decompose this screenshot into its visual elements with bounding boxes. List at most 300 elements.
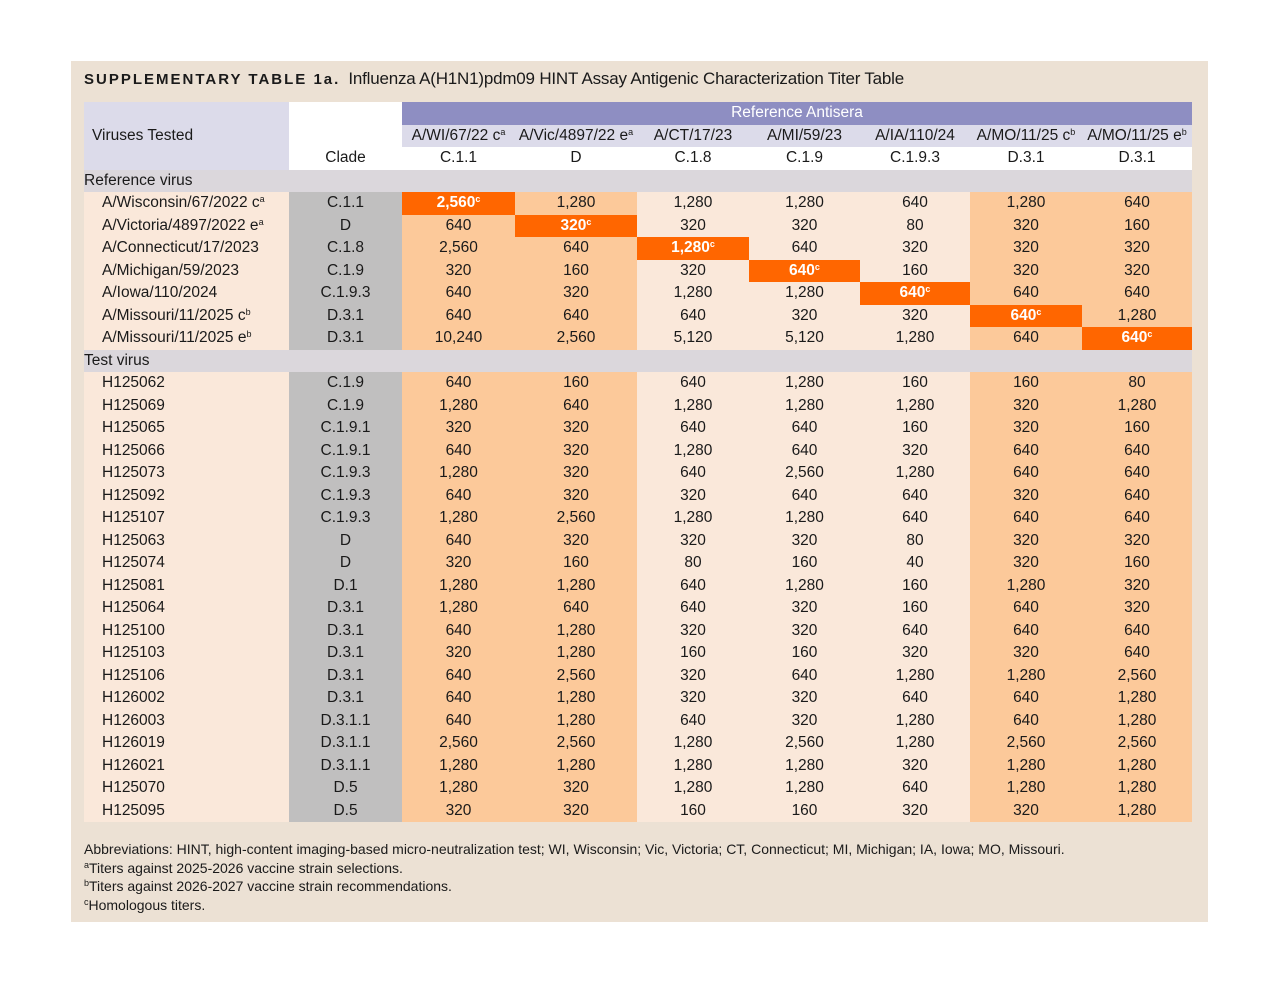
titer-cell: 640 — [402, 665, 515, 688]
titer-cell: 1,280 — [402, 777, 515, 800]
titer-cell: 640 — [637, 372, 749, 395]
titer-cell: 320 — [1082, 575, 1192, 598]
titer-cell: 2,560 — [970, 732, 1082, 755]
titer-cell: 320 — [515, 282, 637, 305]
titer-cell: 320 — [749, 687, 860, 710]
titer-cell: 40 — [860, 552, 970, 575]
table-row — [84, 485, 1192, 508]
titer-cell: 160 — [515, 372, 637, 395]
titer-cell: 640 — [515, 237, 637, 260]
titer-cell: 320 — [1082, 530, 1192, 553]
virus-name: H126003 — [84, 710, 289, 733]
table-row — [84, 777, 1192, 800]
titer-cell: 640 — [970, 597, 1082, 620]
titer-cell: 1,280 — [402, 755, 515, 778]
virus-name: H125074 — [84, 552, 289, 575]
titer-cell: 320 — [860, 305, 970, 328]
virus-name: H125064 — [84, 597, 289, 620]
titer-cell: 320 — [970, 237, 1082, 260]
titer-cell: 1,280 — [1082, 305, 1192, 328]
titer-cell: 1,280 — [637, 732, 749, 755]
titer-cell: 640 — [1082, 485, 1192, 508]
titer-cell: 640 — [1082, 620, 1192, 643]
titer-cell: 320 — [637, 260, 749, 283]
titer-cell: 640 — [637, 462, 749, 485]
virus-clade: D.3.1 — [289, 620, 402, 643]
titer-cell: 320 — [970, 215, 1082, 238]
titer-cell: 2,560 — [515, 327, 637, 350]
table-row — [84, 305, 1192, 328]
footnote-a: $^a$Titers against 2025-2026 vaccine strain selections. — [84, 859, 403, 876]
table-row — [84, 710, 1192, 733]
table-row — [84, 282, 1192, 305]
homologous-titer-cell: 640$^c$ — [749, 260, 860, 283]
titer-cell: 640 — [749, 237, 860, 260]
virus-clade: D.5 — [289, 800, 402, 823]
table-title — [84, 69, 904, 89]
virus-clade: D.3.1 — [289, 642, 402, 665]
titer-cell: 640 — [860, 687, 970, 710]
titer-cell: 320 — [749, 530, 860, 553]
virus-name: H126021 — [84, 755, 289, 778]
titer-cell: 1,280 — [749, 507, 860, 530]
titer-cell: 320 — [749, 620, 860, 643]
titer-cell: 320 — [402, 417, 515, 440]
titer-cell: 160 — [860, 372, 970, 395]
titer-cell: 1,280 — [1082, 800, 1192, 823]
virus-name: H125100 — [84, 620, 289, 643]
section-row — [84, 170, 1192, 193]
titer-cell: 640 — [970, 710, 1082, 733]
titer-cell: 160 — [860, 417, 970, 440]
titer-cell: 1,280 — [515, 755, 637, 778]
titer-cell: 640 — [749, 665, 860, 688]
titer-cell: 640 — [1082, 192, 1192, 215]
footnote-c: $^c$Homologous titers. — [84, 896, 206, 913]
titer-cell: 1,280 — [860, 395, 970, 418]
titer-cell: 2,560 — [749, 462, 860, 485]
virus-clade: D — [289, 552, 402, 575]
virus-clade: C.1.8 — [289, 237, 402, 260]
virus-clade: C.1.9 — [289, 395, 402, 418]
titer-cell: 2,560 — [402, 237, 515, 260]
titer-cell: 320 — [749, 305, 860, 328]
virus-clade: D — [289, 530, 402, 553]
titer-cell: 1,280 — [970, 755, 1082, 778]
virus-clade: C.1.9 — [289, 260, 402, 283]
titer-cell: 320 — [402, 552, 515, 575]
table-row — [84, 507, 1192, 530]
titer-cell: 640 — [402, 620, 515, 643]
virus-name: A/Victoria/4897/2022 $e^a$ — [84, 215, 289, 238]
titer-cell: 320 — [637, 665, 749, 688]
titer-cell: 160 — [860, 575, 970, 598]
titer-cell: 320 — [970, 552, 1082, 575]
virus-clade: D.3.1.1 — [289, 732, 402, 755]
titer-cell: 640 — [402, 687, 515, 710]
antiserum-name-5: A/IA/110/24 — [860, 125, 970, 148]
antiserum-clade-7: D.3.1 — [1082, 147, 1192, 170]
table-title-label: SUPPLEMENTARY TABLE 1a. — [84, 71, 341, 88]
virus-name: A/Michigan/59/2023 — [84, 260, 289, 283]
virus-clade: C.1.9.3 — [289, 485, 402, 508]
virus-name: H125070 — [84, 777, 289, 800]
table-panel — [71, 61, 1208, 922]
virus-clade: D.3.1 — [289, 665, 402, 688]
titer-cell: 1,280 — [1082, 395, 1192, 418]
virus-clade: C.1.1 — [289, 192, 402, 215]
titer-cell: 1,280 — [970, 777, 1082, 800]
titer-cell: 160 — [1082, 215, 1192, 238]
titer-cell: 320 — [637, 215, 749, 238]
titer-cell: 160 — [749, 800, 860, 823]
titer-cell: 1,280 — [637, 777, 749, 800]
titer-cell: 640 — [970, 507, 1082, 530]
titer-cell: 640 — [637, 575, 749, 598]
titer-cell: 1,280 — [637, 440, 749, 463]
titer-cell: 1,280 — [515, 192, 637, 215]
homologous-titer-cell: 640$^c$ — [860, 282, 970, 305]
titer-cell: 1,280 — [749, 372, 860, 395]
titer-cell: 320 — [637, 530, 749, 553]
titer-cell: 640 — [970, 282, 1082, 305]
titer-cell: 1,280 — [515, 687, 637, 710]
table-row — [84, 575, 1192, 598]
virus-name: A/Missouri/11/2025 $c^b$ — [84, 305, 289, 328]
titer-cell: 320 — [515, 530, 637, 553]
titer-cell: 320 — [637, 687, 749, 710]
clade-header-spacer — [289, 102, 402, 147]
virus-name: H125092 — [84, 485, 289, 508]
titer-cell: 80 — [860, 215, 970, 238]
table-row — [84, 665, 1192, 688]
titer-cell: 2,560 — [515, 507, 637, 530]
virus-name: H125106 — [84, 665, 289, 688]
homologous-titer-cell: 320$^c$ — [515, 215, 637, 238]
virus-name: H125062 — [84, 372, 289, 395]
titer-cell: 2,560 — [402, 732, 515, 755]
titer-cell: 1,280 — [515, 620, 637, 643]
titer-cell: 320 — [402, 260, 515, 283]
table-row — [84, 530, 1192, 553]
titer-cell: 160 — [749, 552, 860, 575]
titer-cell: 320 — [749, 710, 860, 733]
titer-cell: 1,280 — [515, 642, 637, 665]
virus-clade: D.3.1.1 — [289, 710, 402, 733]
titer-cell: 1,280 — [970, 192, 1082, 215]
virus-name: H125069 — [84, 395, 289, 418]
table-row — [84, 260, 1192, 283]
titer-cell: 640 — [860, 777, 970, 800]
titer-cell: 1,280 — [749, 395, 860, 418]
virus-name: H125066 — [84, 440, 289, 463]
table-row — [84, 800, 1192, 823]
titer-cell: 640 — [515, 305, 637, 328]
table-row — [84, 597, 1192, 620]
titer-cell: 320 — [860, 642, 970, 665]
virus-clade: D.1 — [289, 575, 402, 598]
titer-cell: 80 — [1082, 372, 1192, 395]
titer-cell: 320 — [749, 597, 860, 620]
titer-cell: 640 — [860, 507, 970, 530]
titer-cell: 10,240 — [402, 327, 515, 350]
homologous-titer-cell: 2,560$^c$ — [402, 192, 515, 215]
titer-cell: 320 — [749, 215, 860, 238]
titer-cell: 320 — [970, 642, 1082, 665]
homologous-titer-cell: 640$^c$ — [970, 305, 1082, 328]
titer-cell: 640 — [402, 485, 515, 508]
virus-name: H125095 — [84, 800, 289, 823]
table-row — [84, 732, 1192, 755]
titer-cell: 1,280 — [970, 665, 1082, 688]
titer-cell: 1,280 — [749, 192, 860, 215]
virus-clade: C.1.9.1 — [289, 417, 402, 440]
virus-name: H126019 — [84, 732, 289, 755]
virus-clade: D.5 — [289, 777, 402, 800]
titer-cell: 640 — [970, 462, 1082, 485]
titer-cell: 320 — [1082, 260, 1192, 283]
titer-cell: 1,280 — [637, 755, 749, 778]
titer-cell: 320 — [860, 800, 970, 823]
titer-cell: 1,280 — [860, 665, 970, 688]
virus-clade: D — [289, 215, 402, 238]
virus-clade: C.1.9.1 — [289, 440, 402, 463]
virus-clade: D.3.1 — [289, 305, 402, 328]
titer-cell: 320 — [1082, 237, 1192, 260]
titer-cell: 640 — [749, 440, 860, 463]
homologous-titer-cell: 1,280$^c$ — [637, 237, 749, 260]
titer-cell: 320 — [970, 417, 1082, 440]
titer-cell: 1,280 — [860, 732, 970, 755]
table-row — [84, 687, 1192, 710]
antiserum-name-2: A/Vic/4897/22 $e^a$ — [515, 125, 637, 148]
footnote-b: $^b$Titers against 2026-2027 vaccine strain recommendations. — [84, 878, 452, 894]
titer-cell: 1,280 — [860, 710, 970, 733]
titer-cell: 640 — [637, 597, 749, 620]
titer-cell: 5,120 — [637, 327, 749, 350]
table-row — [84, 395, 1192, 418]
virus-name: H125107 — [84, 507, 289, 530]
header-row-antisera — [84, 102, 1192, 125]
titer-cell: 640 — [402, 710, 515, 733]
table-row — [84, 417, 1192, 440]
titer-cell: 1,280 — [637, 282, 749, 305]
titer-cell: 640 — [749, 417, 860, 440]
titer-cell: 320 — [970, 800, 1082, 823]
titer-cell: 160 — [515, 260, 637, 283]
titer-cell: 320 — [860, 440, 970, 463]
titer-cell: 2,560 — [749, 732, 860, 755]
antiserum-name-1: A/WI/67/22 $c^a$ — [402, 125, 515, 148]
titer-cell: 640 — [637, 417, 749, 440]
homologous-titer-cell: 640$^c$ — [1082, 327, 1192, 350]
titer-cell: 320 — [515, 417, 637, 440]
titer-cell: 1,280 — [637, 507, 749, 530]
titer-cell: 320 — [515, 440, 637, 463]
titer-cell: 640 — [1082, 507, 1192, 530]
titer-cell: 320 — [970, 530, 1082, 553]
titer-cell: 320 — [637, 485, 749, 508]
virus-clade: D.3.1 — [289, 687, 402, 710]
virus-name: A/Wisconsin/67/2022 $c^a$ — [84, 192, 289, 215]
titer-cell: 320 — [515, 800, 637, 823]
titer-cell: 1,280 — [749, 575, 860, 598]
clade-header: Clade — [289, 147, 402, 170]
section-label: Test virus — [84, 350, 1192, 373]
virus-clade: C.1.9.3 — [289, 507, 402, 530]
table-row — [84, 642, 1192, 665]
titer-cell: 1,280 — [749, 777, 860, 800]
virus-name: H125073 — [84, 462, 289, 485]
footnote-abbreviations: Abbreviations: HINT, high-content imaging-based micro-neutralization test; WI, Wisconsin; Vic, Victoria; CT, Connecticut; MI, Michigan; IA, Iowa; MO, Missouri. — [84, 841, 1065, 857]
titer-cell: 1,280 — [970, 575, 1082, 598]
titer-cell: 640 — [515, 395, 637, 418]
titer-cell: 160 — [749, 642, 860, 665]
section-label: Reference virus — [84, 170, 1192, 193]
titer-cell: 320 — [515, 462, 637, 485]
titer-cell: 1,280 — [637, 395, 749, 418]
titer-cell: 2,560 — [515, 732, 637, 755]
titer-table — [84, 102, 1192, 822]
titer-cell: 1,280 — [402, 395, 515, 418]
titer-cell: 2,560 — [1082, 665, 1192, 688]
titer-cell: 640 — [402, 372, 515, 395]
titer-cell: 160 — [860, 597, 970, 620]
table-row — [84, 237, 1192, 260]
titer-cell: 640 — [637, 305, 749, 328]
titer-cell: 2,560 — [1082, 732, 1192, 755]
table-row — [84, 755, 1192, 778]
table-row — [84, 440, 1192, 463]
antiserum-clade-3: C.1.8 — [637, 147, 749, 170]
virus-name: A/Connecticut/17/2023 — [84, 237, 289, 260]
titer-cell: 1,280 — [1082, 710, 1192, 733]
titer-cell: 1,280 — [1082, 755, 1192, 778]
titer-cell: 640 — [402, 440, 515, 463]
titer-cell: 5,120 — [749, 327, 860, 350]
titer-cell: 320 — [402, 800, 515, 823]
table-row — [84, 462, 1192, 485]
virus-clade: C.1.9.3 — [289, 282, 402, 305]
titer-cell: 640 — [970, 440, 1082, 463]
virus-clade: D.3.1 — [289, 597, 402, 620]
antiserum-clade-1: C.1.1 — [402, 147, 515, 170]
titer-cell: 640 — [749, 485, 860, 508]
titer-cell: 1,280 — [402, 462, 515, 485]
titer-cell: 640 — [402, 282, 515, 305]
table-row — [84, 552, 1192, 575]
titer-cell: 160 — [1082, 552, 1192, 575]
virus-clade: D.3.1.1 — [289, 755, 402, 778]
antiserum-name-6: A/MO/11/25 $c^b$ — [970, 125, 1082, 148]
titer-cell: 320 — [515, 777, 637, 800]
virus-name: H125103 — [84, 642, 289, 665]
titer-cell: 1,280 — [860, 327, 970, 350]
virus-name: H125065 — [84, 417, 289, 440]
titer-cell: 640 — [970, 327, 1082, 350]
table-row — [84, 215, 1192, 238]
titer-cell: 320 — [970, 395, 1082, 418]
titer-cell: 640 — [515, 597, 637, 620]
table-title-text: Influenza A(H1N1)pdm09 HINT Assay Antigenic Characterization Titer Table — [348, 69, 905, 88]
titer-cell: 1,280 — [402, 575, 515, 598]
virus-clade: C.1.9.3 — [289, 462, 402, 485]
titer-cell: 640 — [860, 192, 970, 215]
titer-cell: 640 — [860, 620, 970, 643]
titer-cell: 320 — [970, 260, 1082, 283]
virus-name: H125081 — [84, 575, 289, 598]
titer-cell: 320 — [860, 237, 970, 260]
titer-cell: 160 — [970, 372, 1082, 395]
titer-cell: 160 — [637, 800, 749, 823]
titer-cell: 640 — [402, 530, 515, 553]
titer-cell: 640 — [402, 215, 515, 238]
virus-name: A/Iowa/110/2024 — [84, 282, 289, 305]
titer-cell: 80 — [860, 530, 970, 553]
antiserum-clade-5: C.1.9.3 — [860, 147, 970, 170]
footnotes — [84, 840, 1065, 914]
titer-cell: 1,280 — [1082, 777, 1192, 800]
virus-name: H126002 — [84, 687, 289, 710]
antiserum-clade-6: D.3.1 — [970, 147, 1082, 170]
titer-cell: 640 — [1082, 440, 1192, 463]
titer-cell: 1,280 — [1082, 687, 1192, 710]
titer-cell: 640 — [1082, 642, 1192, 665]
titer-cell: 640 — [970, 620, 1082, 643]
titer-cell: 1,280 — [860, 462, 970, 485]
virus-clade: C.1.9 — [289, 372, 402, 395]
table-row — [84, 327, 1192, 350]
titer-cell: 320 — [1082, 597, 1192, 620]
titer-cell: 640 — [860, 485, 970, 508]
titer-cell: 1,280 — [402, 507, 515, 530]
titer-cell: 320 — [860, 755, 970, 778]
titer-cell: 640 — [1082, 282, 1192, 305]
viruses-tested-header: Viruses Tested — [84, 102, 289, 170]
titer-cell: 160 — [515, 552, 637, 575]
titer-cell: 160 — [1082, 417, 1192, 440]
titer-cell: 320 — [970, 485, 1082, 508]
titer-cell: 1,280 — [402, 597, 515, 620]
titer-cell: 640 — [1082, 462, 1192, 485]
antiserum-name-3: A/CT/17/23 — [637, 125, 749, 148]
titer-cell: 1,280 — [515, 575, 637, 598]
titer-cell: 640 — [637, 710, 749, 733]
antiserum-clade-4: C.1.9 — [749, 147, 860, 170]
titer-cell: 160 — [637, 642, 749, 665]
titer-cell: 1,280 — [749, 755, 860, 778]
virus-name: H125063 — [84, 530, 289, 553]
table-row — [84, 620, 1192, 643]
reference-antisera-header: Reference Antisera — [402, 102, 1192, 125]
virus-name: A/Missouri/11/2025 $e^b$ — [84, 327, 289, 350]
titer-cell: 1,280 — [637, 192, 749, 215]
titer-cell: 320 — [402, 642, 515, 665]
virus-clade: D.3.1 — [289, 327, 402, 350]
antiserum-name-7: A/MO/11/25 $e^b$ — [1082, 125, 1192, 148]
table-row — [84, 372, 1192, 395]
section-row — [84, 350, 1192, 373]
titer-cell: 1,280 — [749, 282, 860, 305]
titer-cell: 640 — [970, 687, 1082, 710]
titer-cell: 160 — [860, 260, 970, 283]
titer-cell: 320 — [637, 620, 749, 643]
titer-cell: 320 — [515, 485, 637, 508]
titer-cell: 640 — [402, 305, 515, 328]
table-row — [84, 192, 1192, 215]
antiserum-clade-2: D — [515, 147, 637, 170]
titer-cell: 80 — [637, 552, 749, 575]
